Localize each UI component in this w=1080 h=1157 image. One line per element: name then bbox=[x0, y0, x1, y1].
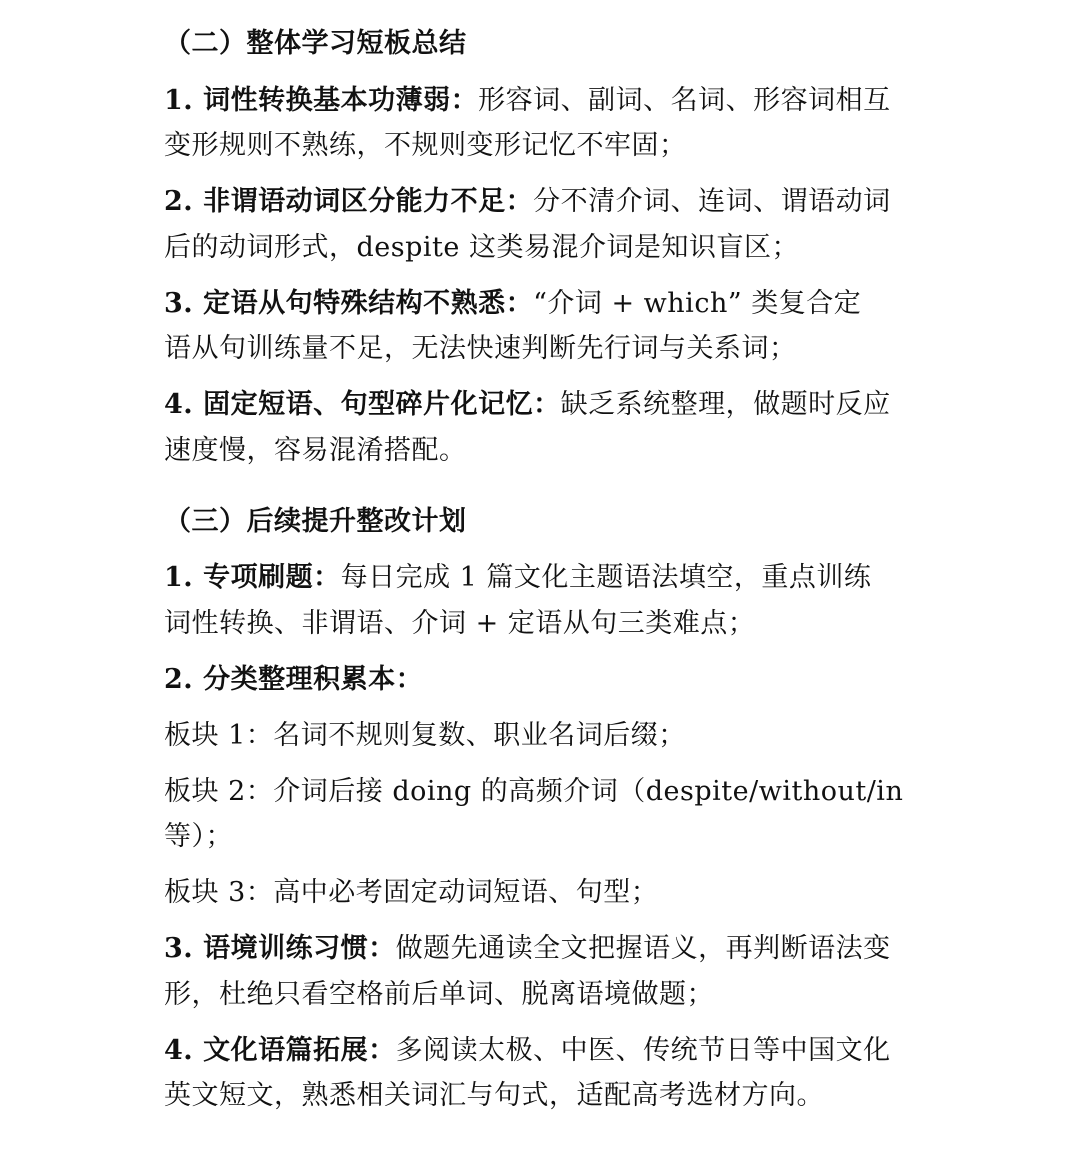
summary-item-4-text: 缺乏系统整理，做题时反应 bbox=[560, 389, 891, 420]
summary-item-4-line-1 bbox=[164, 385, 891, 425]
block-3-line: 板块 3：高中必考固定动词短语、句型； bbox=[164, 877, 659, 908]
plan-item-4-line-2: 英文短文，熟悉相关词汇与句式，适配高考选材方向。 bbox=[164, 1080, 824, 1111]
summary-item-3-line-1 bbox=[164, 284, 861, 324]
summary-item-1-text: 形容词、副词、名词、形容词相互 bbox=[478, 85, 891, 116]
summary-item-3-title: 3. 定语从句特殊结构不熟悉： bbox=[164, 288, 534, 319]
block-2-line-2: 等）； bbox=[164, 821, 233, 852]
plan-item-1-text: 每日完成 1 篇文化主题语法填空，重点训练 bbox=[340, 562, 872, 593]
plan-item-1-title: 1. 专项刷题： bbox=[164, 562, 341, 593]
summary-item-2-line-1 bbox=[164, 182, 891, 222]
section-heading-2: （二）整体学习短板总结 bbox=[164, 28, 467, 59]
summary-item-1-line-1 bbox=[164, 81, 891, 121]
plan-item-3-line-1 bbox=[164, 929, 891, 969]
summary-item-4-title: 4. 固定短语、句型碎片化记忆： bbox=[164, 389, 561, 420]
plan-item-3-text: 做题先通读全文把握语义，再判断语法变 bbox=[395, 933, 891, 964]
summary-item-3-text: “介词 + which” 类复合定 bbox=[533, 288, 862, 319]
summary-item-3-line-2: 语从句训练量不足，无法快速判断先行词与关系词； bbox=[164, 333, 797, 364]
plan-item-2-title: 2. 分类整理积累本： bbox=[164, 664, 424, 695]
plan-item-3-title: 3. 语境训练习惯： bbox=[164, 933, 396, 964]
block-2-line-1: 板块 2：介词后接 doing 的高频介词（despite/without/in bbox=[164, 776, 904, 807]
plan-item-4-title: 4. 文化语篇拓展： bbox=[164, 1035, 396, 1066]
block-1-line: 板块 1：名词不规则复数、职业名词后缀； bbox=[164, 720, 686, 751]
plan-item-3-line-2: 形，杜绝只看空格前后单词、脱离语境做题； bbox=[164, 979, 714, 1010]
plan-item-4-text: 多阅读太极、中医、传统节日等中国文化 bbox=[395, 1035, 891, 1066]
summary-item-2-title: 2. 非谓语动词区分能力不足： bbox=[164, 186, 534, 217]
plan-item-4-line-1 bbox=[164, 1031, 891, 1071]
plan-item-2-line-1 bbox=[164, 660, 423, 700]
section-heading-3: （三）后续提升整改计划 bbox=[164, 506, 467, 537]
summary-item-2-line-2: 后的动词形式，despite 这类易混介词是知识盲区； bbox=[164, 232, 799, 263]
summary-item-1-line-2: 变形规则不熟练，不规则变形记忆不牢固； bbox=[164, 130, 687, 161]
plan-item-1-line-1 bbox=[164, 558, 871, 598]
plan-item-1-line-2: 词性转换、非谓语、介词 + 定语从句三类难点； bbox=[164, 608, 756, 639]
summary-item-1-title: 1. 词性转换基本功薄弱： bbox=[164, 85, 479, 116]
summary-item-4-line-2: 速度慢，容易混淆搭配。 bbox=[164, 435, 467, 466]
summary-item-2-text: 分不清介词、连词、谓语动词 bbox=[533, 186, 891, 217]
